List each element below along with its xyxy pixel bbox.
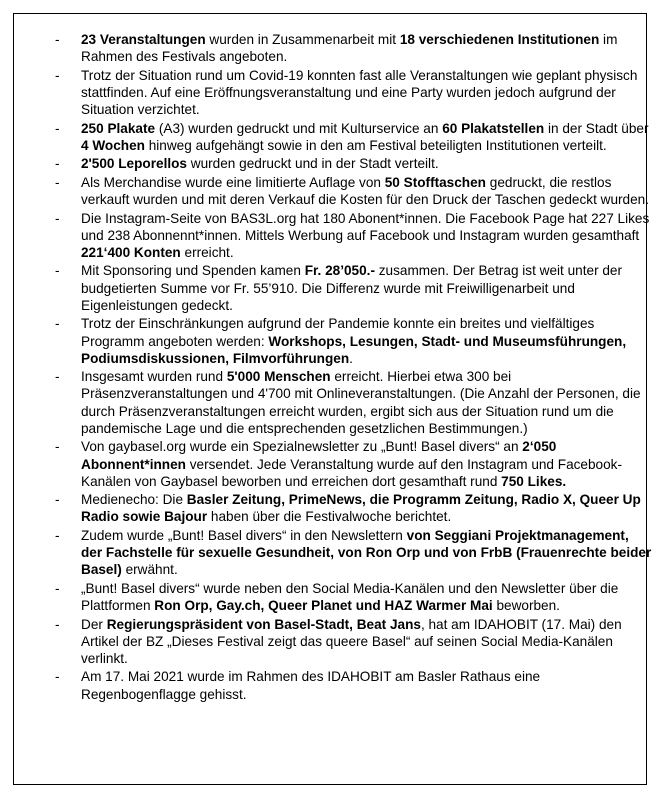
bullet-dash: - [55, 669, 60, 685]
bullet-dash: - [55, 156, 60, 172]
body-text: wurden gedruckt und in der Stadt verteilt. [187, 156, 439, 172]
body-text: Der [81, 616, 107, 632]
body-text: in der Stadt über [544, 120, 649, 136]
body-text: versendet. Jede Veranstaltung wurde auf den Instagram und Facebook-Kanälen von Gaybasel beworben und erreichen dort gesamthaft rund [81, 456, 622, 489]
bullet-dash: - [55, 174, 60, 190]
body-text: gedruckt, die restlos verkauft wurden und mit deren Verkauf die Kosten für den Druck der Taschen gedeckt wurden. [81, 174, 649, 208]
body-text: haben über die Festivalwoche berichtet. [207, 509, 452, 525]
body-text: Medienecho: Die [81, 492, 187, 508]
bold-text: 4 Wochen [81, 137, 145, 153]
bold-text: 23 Veranstaltungen [81, 32, 206, 47]
list-item [14, 368, 653, 437]
bold-text: Workshops, Lesungen, Stadt- und Museumsführungen, Podiumsdiskussionen, Filmvorführungen [81, 333, 627, 366]
list-item [14, 527, 653, 579]
body-text: (A3) wurden gedruckt und mit Kulturservice an [155, 120, 443, 136]
body-text: Als Merchandise wurde eine limitierte Auflage von [81, 174, 385, 190]
list-item [14, 616, 653, 668]
bullet-dash: - [55, 616, 60, 632]
bullet-dash: - [55, 492, 60, 508]
bold-text: Ron Orp, Gay.ch, Queer Planet und HAZ Warmer Mai [154, 598, 493, 614]
body-text: „Bunt! Basel divers“ wurde neben den Social Media-Kanälen und den Newsletter über die Plattformen [81, 580, 619, 614]
bold-text: 2‘050 Abonnent*innen [81, 439, 557, 472]
list-item [14, 67, 653, 119]
list-item [14, 174, 653, 208]
bold-text: 250 Plakate [81, 120, 156, 136]
body-text: Trotz der Situation rund um Covid-19 konnten fast alle Veranstaltungen wie geplant physisch stattfinden. Auf eine Eröffnungsveranstaltung und eine Party wurden jedoch aufgrund der Situation verzichtet. [81, 67, 638, 118]
document-frame [13, 13, 652, 785]
body-text: im Rahmen des Festivals angeboten. [81, 32, 618, 65]
bold-text: 60 Plakatstellen [442, 120, 545, 136]
bold-text: von Seggiani Projektmanagement, der Fachstelle für sexuelle Gesundheit, von Ron Orp und von FrbB (Frauenrechte beider Basel) [81, 527, 652, 578]
body-text: erreicht. [180, 244, 234, 260]
bullet-dash: - [55, 210, 60, 226]
body-text: Am 17. Mai 2021 wurde im Rahmen des IDAHOBIT am Basler Rathaus eine Regenbogenflagge gehisst. [81, 669, 541, 702]
bold-text: 5'000 Menschen [226, 369, 331, 385]
bold-text: 2'500 Leporellos [81, 156, 187, 172]
body-text: Zudem wurde „Bunt! Basel divers“ in den Newslettern [81, 527, 407, 543]
bold-text: Regierungspräsident von Basel-Stadt, Beat Jans [106, 616, 421, 632]
body-text: Mit Sponsoring und Spenden kamen [81, 263, 305, 279]
body-text: Trotz der Einschränkungen aufgrund der Pandemie konnte ein breites und vielfältiges Programm angeboten werden: [81, 316, 595, 349]
list-item [14, 491, 653, 525]
list-item [14, 31, 653, 65]
list-item [14, 120, 653, 154]
bullet-list [14, 31, 653, 704]
bold-text: Basler Zeitung, PrimeNews, die Programm Zeitung, Radio X, Queer Up Radio sowie Bajour [81, 492, 641, 525]
bold-text: 750 Likes. [501, 473, 567, 489]
bullet-dash: - [55, 527, 60, 543]
bullet-dash: - [55, 120, 60, 136]
body-text: zusammen. Der Betrag ist weit unter der budgetierten Summe vor Fr. 55’910. Die Differenz wurde mit Freiwilligenarbeit und Eigenleistungen gedeckt. [81, 263, 623, 313]
body-text: Von gaybasel.org wurde ein Spezialnewsletter zu „Bunt! Basel divers“ an [81, 439, 523, 455]
body-text: beworben. [492, 598, 560, 614]
bullet-dash: - [55, 580, 60, 596]
body-text: erreicht. Hierbei etwa 300 bei Präsenzveranstaltungen und 4'700 mit Onlineveranstaltungen. (Die Anzahl der Personen, die durch Präsenzveranstaltungen erreicht wurden, ergibt sich aus der Situation rund um die pandemische Lage und die entsprechenden gesetzlichen Bestimmungen.) [81, 369, 641, 436]
bullet-dash: - [55, 316, 60, 332]
body-text: erwähnt. [121, 562, 178, 578]
list-item [14, 580, 653, 614]
body-text: . [349, 350, 353, 366]
bold-text: Fr. 28’050.- [304, 263, 375, 279]
list-item [14, 438, 653, 490]
body-text: Insgesamt wurden rund [81, 369, 227, 385]
body-text: wurden in Zusammenarbeit mit [205, 32, 400, 47]
bullet-dash: - [55, 439, 60, 455]
list-item [14, 210, 653, 262]
bullet-dash: - [55, 32, 60, 47]
bullet-dash: - [55, 263, 60, 279]
body-text: Die Instagram-Seite von BAS3L.org hat 180 Abonent*innen. Die Facebook Page hat 227 Likes und 238 Abonnennt*innen. Mittels Werbung auf Facebook und Instagram wurden gesamthaft [81, 210, 650, 243]
bold-text: 50 Stofftaschen [384, 174, 486, 190]
body-text: , hat am IDAHOBIT (17. Mai) den Artikel der BZ „Dieses Festival zeigt das queere Basel“ auf seinen Social Media-Kanälen verlinkt. [81, 616, 622, 666]
bold-text: 18 verschiedenen Institutionen [399, 32, 600, 47]
bullet-dash: - [55, 67, 60, 83]
bullet-dash: - [55, 369, 60, 385]
list-item [14, 315, 653, 367]
list-item [14, 668, 653, 702]
list-item [14, 155, 653, 172]
list-item [14, 262, 653, 314]
bold-text: 221‘400 Konten [81, 244, 181, 260]
body-text: hinweg aufgehängt sowie in den am Festival beteiligten Institutionen verteilt. [144, 137, 607, 153]
